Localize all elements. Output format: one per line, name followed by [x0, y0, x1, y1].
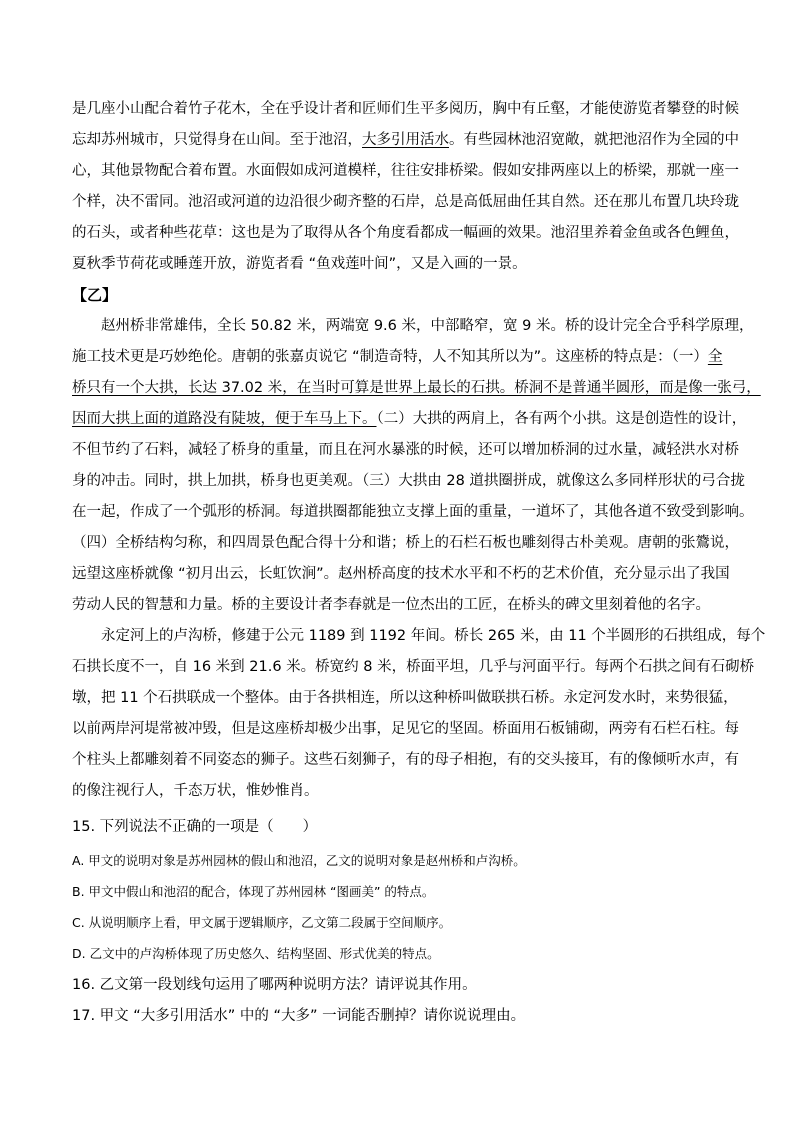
question-15: 15. 下列说法不正确的一项是（ ） — [72, 819, 318, 835]
yi-text-line: 身的冲击。同时，拱上加拱，桥身也更美观。（三）大拱由 28 道拱圈拼成，就像这么多同样形状的弓合拢 — [72, 473, 745, 489]
yi-text-line: （四）全桥结构匀称，和四周景色配合得十分和谐；桥上的石栏石板也雕刻得古朴美观。唐朝的张鷟说， — [72, 535, 739, 551]
yi-text-line: 石拱长度不一，自 16 米到 21.6 米。桥宽约 8 米，桥面平坦，几乎与河面平行。每两个石拱之间有石砌桥 — [72, 659, 755, 675]
jia-text-line: 夏秋季节荷花或睡莲开放，游览者看 “鱼戏莲叶间”，又是入画的一景。 — [72, 256, 527, 272]
question-15-option-a: A. 甲文的说明对象是苏州园林的假山和池沼，乙文的说明对象是赵州桥和卢沟桥。 — [72, 853, 526, 868]
jia-text-line: 个样，决不雷同。池沼或河道的边沿很少砌齐整的石岸，总是高低屈曲任其自然。还在那儿布置几块玲珑 — [72, 194, 739, 210]
yi-text-line: 施工技术更是巧妙绝伦。唐朝的张嘉贞说它 “制造奇特，人不知其所以为”。这座桥的特点是：（一）全 — [72, 349, 723, 365]
yi-text-line: 永定河上的卢沟桥，修建于公元 1189 到 1192 年间。桥长 265 米，由 11 个半圆形的石拱组成，每个 — [101, 628, 766, 644]
jia-text-line: 忘却苏州城市，只觉得身在山间。至于池沼，大多引用活水。有些园林池沼宽敞，就把池沼作为全园的中 — [72, 132, 739, 148]
yi-text-line: 赵州桥非常雄伟，全长 50.82 米，两端宽 9.6 米，中部略窄，宽 9 米。桥的设计完全合乎科学原理， — [101, 318, 754, 334]
yi-text-line: 个柱头上都雕刻着不同姿态的狮子。这些石刻狮子，有的母子相抱，有的交头接耳，有的像倾听水声，有 — [72, 752, 739, 768]
yi-text-line: 的像注视行人，千态万状，惟妙惟肖。 — [72, 783, 319, 799]
yi-text-line: 在一起，作成了一个弧形的桥洞。每道拱圈都能独立支撑上面的重量，一道坏了，其他各道不致受到影响。 — [72, 504, 754, 520]
question-15-option-c: C. 从说明顺序上看，甲文属于逻辑顺序，乙文第二段属于空间顺序。 — [72, 915, 452, 930]
question-17: 17. 甲文 “大多引用活水” 中的 “大多” 一词能否删掉？请你说说理由。 — [72, 1008, 526, 1024]
jia-text-line: 是几座小山配合着竹子花木，全在乎设计者和匠师们生平多阅历，胸中有丘壑，才能使游览者攀登的时候 — [72, 101, 739, 117]
yi-text-line: 墩，把 11 个石拱联成一个整体。由于各拱相连，所以这种桥叫做联拱石桥。永定河发水时，来势很猛， — [72, 690, 738, 706]
question-16: 16. 乙文第一段划线句运用了哪两种说明方法？请评说其作用。 — [72, 977, 477, 993]
yi-text-line: 因而大拱上面的道路没有陡坡，便于车马上下。（二）大拱的两肩上，各有两个小拱。这是创造性的设计， — [72, 411, 747, 427]
underlined-phrase: 大多引用活水 — [362, 132, 449, 148]
jia-text-line: 的石头，或者种些花草：这也是为了取得从各个角度看都成一幅画的效果。池沼里养着金鱼或各色鲤鱼， — [72, 225, 739, 241]
underlined-sentence: 因而大拱上面的道路没有陡坡，便于车马上下。 — [72, 411, 377, 427]
yi-text-line: 以前两岸河堤常被冲毁，但是这座桥却极少出事，足见它的坚固。桥面用石板铺砌，两旁有石栏石柱。每 — [72, 721, 739, 737]
yi-section-header: 【乙】 — [72, 286, 118, 304]
question-15-option-d: D. 乙文中的卢沟桥体现了历史悠久、结构坚固、形式优美的特点。 — [72, 946, 440, 961]
jia-text-line: 心，其他景物配合着布置。水面假如成河道模样，往往安排桥梁。假如安排两座以上的桥梁，那就一座一 — [72, 163, 739, 179]
underlined-sentence: 全 — [707, 349, 723, 365]
yi-text-line: 劳动人民的智慧和力量。桥的主要设计者李春就是一位杰出的工匠，在桥头的碑文里刻着他的名字。 — [72, 597, 710, 613]
yi-text-line: 不但节约了石料，减轻了桥身的重量，而且在河水暴涨的时候，还可以增加桥洞的过水量，减轻洪水对桥 — [72, 442, 739, 458]
underlined-sentence: 桥只有一个大拱，长达 37.02 米，在当时可算是世界上最长的石拱。桥洞不是普通半圆形，而是像一张弓， — [72, 380, 761, 396]
yi-text-line: 远望这座桥就像 “初月出云，长虹饮涧”。赵州桥高度的技术水平和不朽的艺术价值，充分显示出了我国 — [72, 566, 730, 582]
question-15-option-b: B. 甲文中假山和池沼的配合，体现了苏州园林 “图画美” 的特点。 — [72, 884, 435, 899]
